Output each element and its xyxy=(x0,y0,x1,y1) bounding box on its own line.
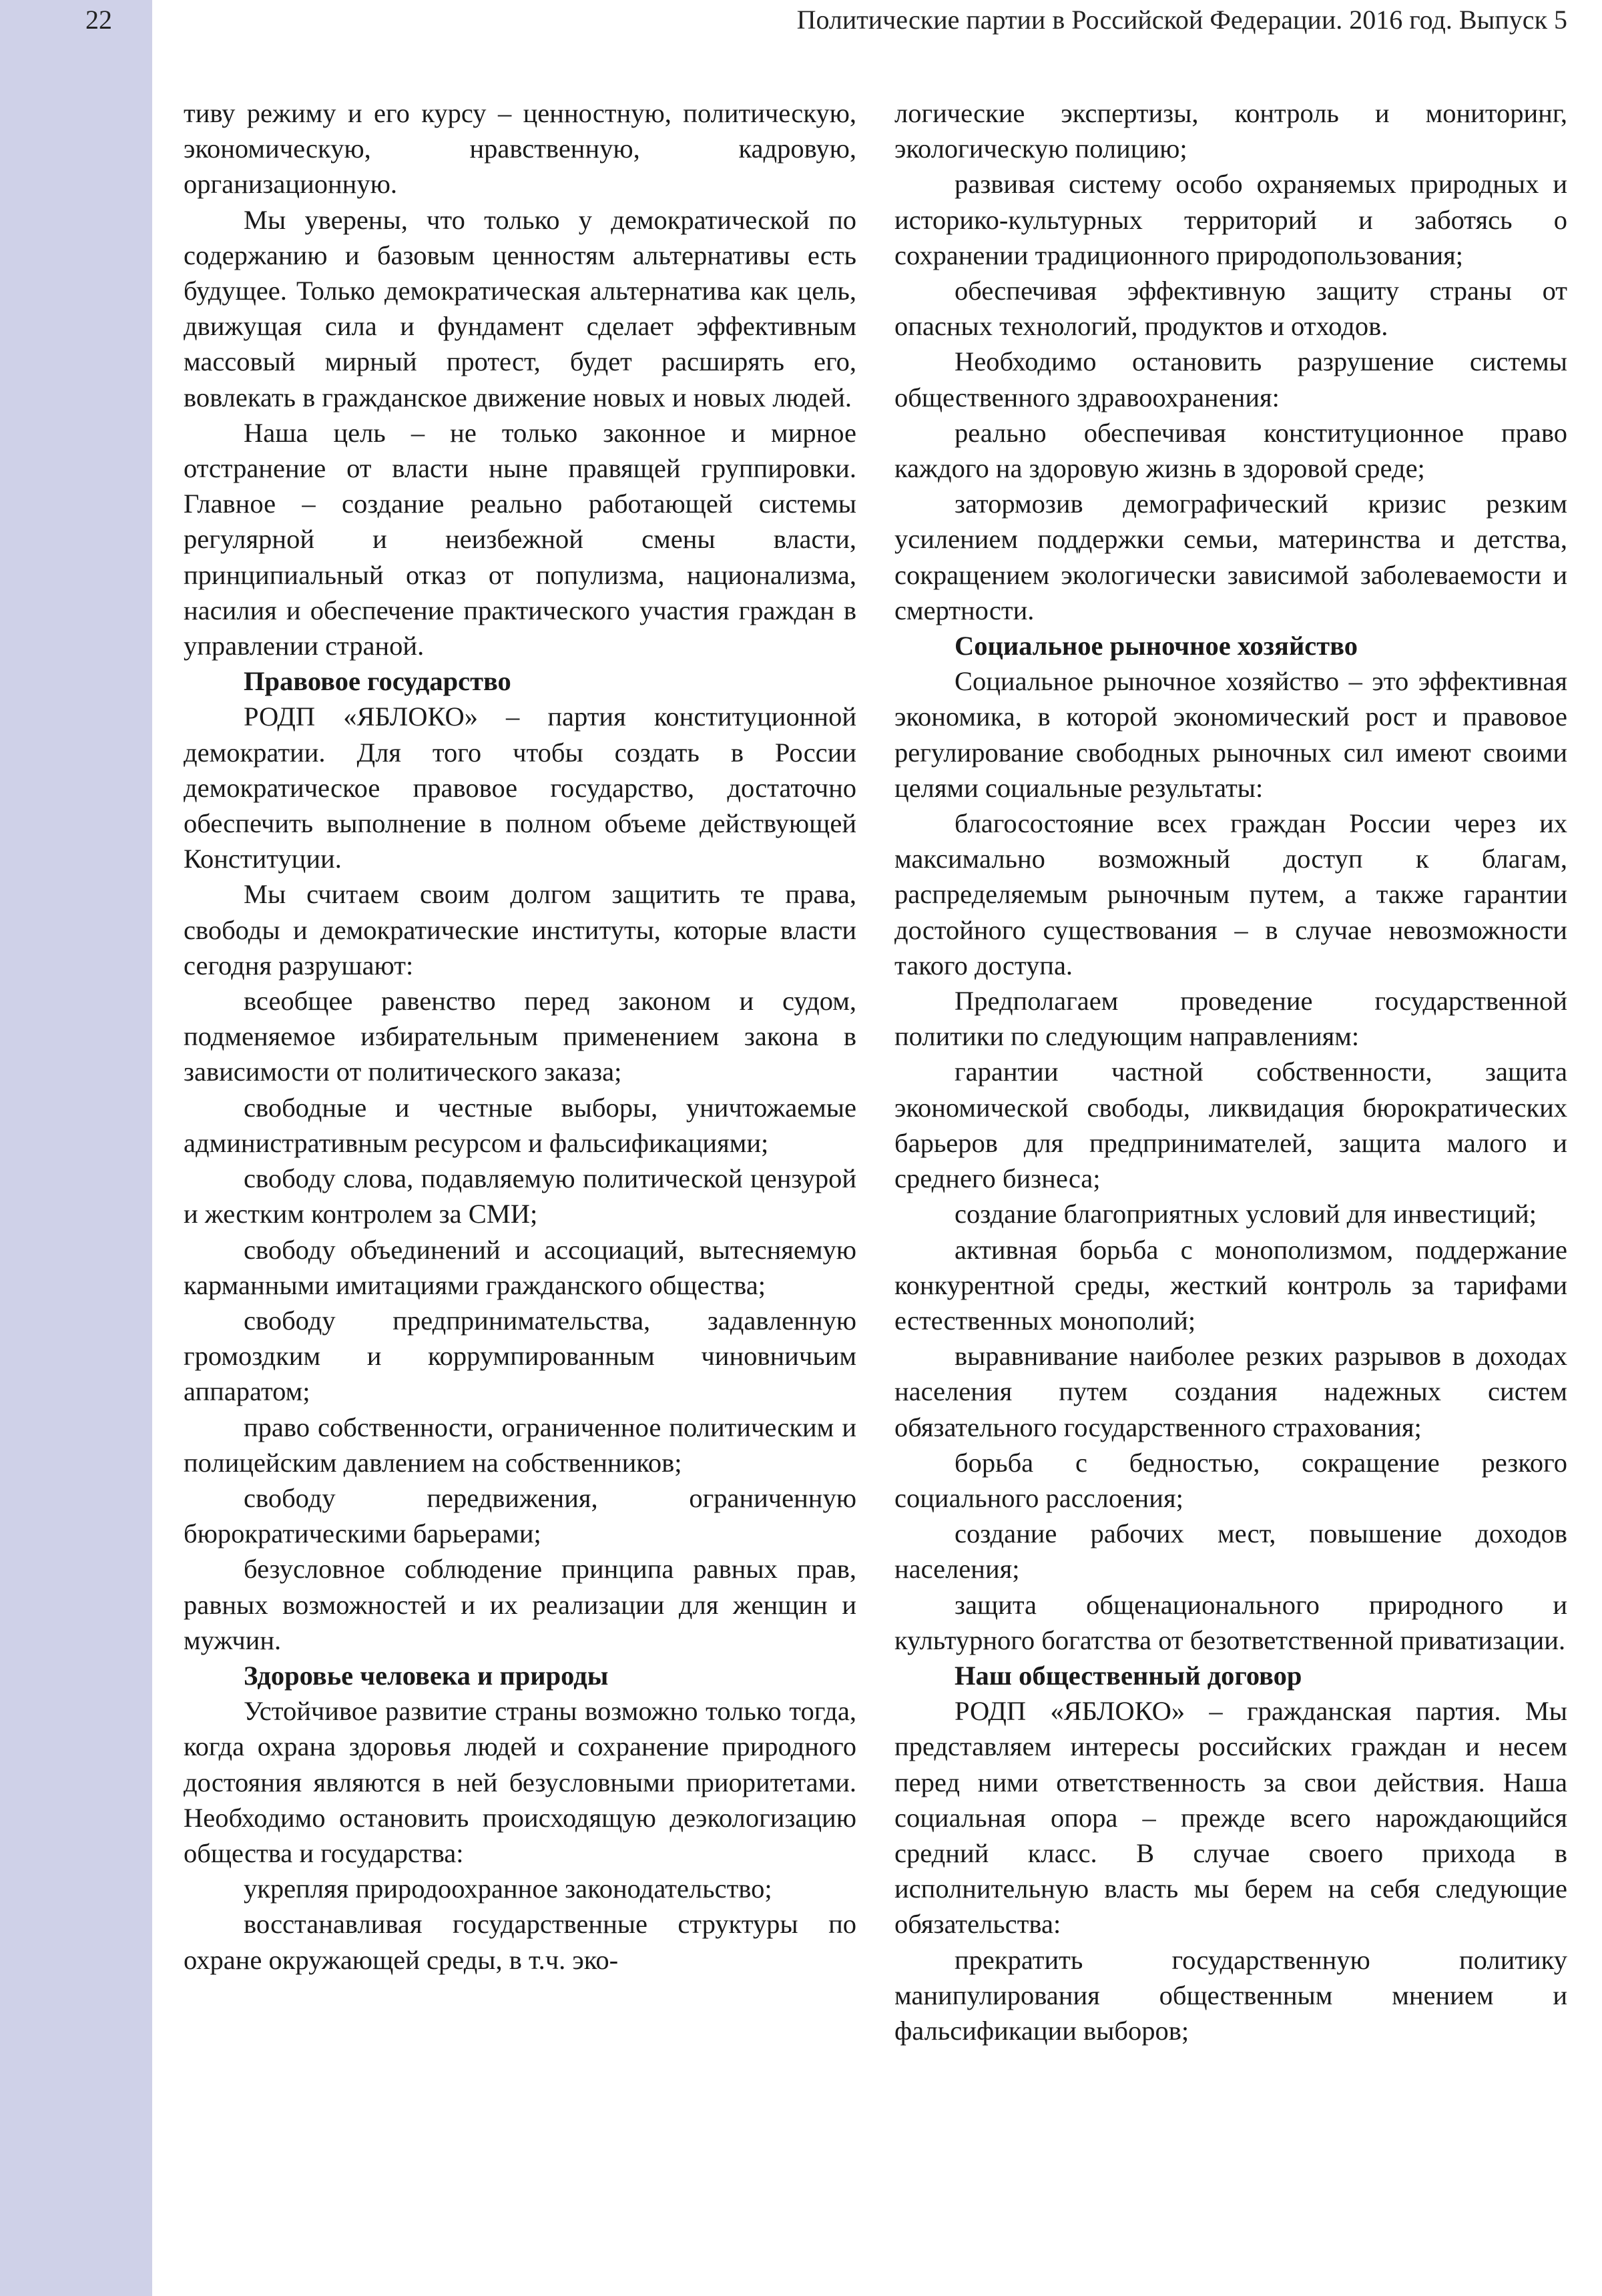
page-number: 22 xyxy=(85,5,112,35)
paragraph: Социальное рыночное хозяйство – это эффективная экономика, в которой экономический рост и правовое регулирование свободных рыночных сил имеют своими целями социальные результаты: xyxy=(894,666,1567,803)
list-paragraph: создание рабочих мест, повышение доходов населения; xyxy=(894,1518,1567,1585)
list-paragraph: прекратить государственную политику манипулирования общественным мнением и фальсификации выборов; xyxy=(894,1944,1567,2046)
list-paragraph: реально обеспечивая конституционное право каждого на здоровую жизнь в здоровой среде; xyxy=(894,417,1567,484)
page-side-strip xyxy=(0,0,152,2296)
paragraph: Устойчивое развитие страны возможно только тогда, когда охрана здоровья людей и сохранение природного достояния являются в ней безусловными приоритетами. Необходимо остановить происходящую деэкологизацию общества и государства: xyxy=(184,1696,856,1868)
paragraph: Предполагаем проведение государственной политики по следующим направлениям: xyxy=(894,986,1567,1052)
right-text-column xyxy=(894,95,1567,2048)
list-paragraph: выравнивание наиболее резких разрывов в доходах населения путем создания надежных систем обязательного государственного страхования; xyxy=(894,1341,1567,1442)
list-paragraph: благосостояние всех граждан России через их максимально возможный доступ к благам, распределяемым рыночным путем, а также гарантии достойного существования – в случае невозможности такого доступа. xyxy=(894,808,1567,980)
list-paragraph: свободу предпринимательства, задавленную громоздким и коррумпированным чиновничьим аппаратом; xyxy=(184,1305,856,1407)
paragraph: РОДП «ЯБЛОКО» – гражданская партия. Мы представляем интересы российских граждан и несем перед ними ответственность за свои действия. Наша социальная опора – прежде всего нарождающийся средний класс. В случае своего прихода в исполнительную власть мы берем на себя следующие обязательства: xyxy=(894,1696,1567,1940)
paragraph: РОДП «ЯБЛОКО» – партия конституционной демократии. Для того чтобы создать в России демократическое правовое государство, достаточно обеспечить выполнение в полном объеме действующей Конституции. xyxy=(184,701,856,874)
list-paragraph: защита общенационального природного и культурного богатства от безответственной приватизации. xyxy=(894,1589,1567,1655)
list-paragraph: укрепляя природоохранное законодательство; xyxy=(244,1874,772,1904)
list-paragraph: борьба с бедностью, сокращение резкого социального расслоения; xyxy=(894,1447,1567,1513)
left-text-column xyxy=(184,95,856,1978)
list-paragraph: свободу слова, подавляемую политической цензурой и жестким контролем за СМИ; xyxy=(184,1163,856,1229)
list-paragraph: создание благоприятных условий для инвестиций; xyxy=(955,1199,1537,1229)
section-heading: Правовое государство xyxy=(244,666,511,697)
list-paragraph: развивая систему особо охраняемых природных и историко-культурных территорий и заботясь о сохранении традиционного природопользования; xyxy=(894,169,1567,270)
paragraph: Наша цель – не только законное и мирное отстранение от власти ныне правящей группировки. Главное – создание реально работающей системы регулярной и неизбежной смены власти, принципиальный отказ от популизма, национализма, насилия и обеспечение практического участия граждан в управлении страной. xyxy=(184,417,856,661)
list-paragraph: свободу передвижения, ограниченную бюрократическими барьерами; xyxy=(184,1482,856,1549)
list-paragraph: свободу объединений и ассоциаций, вытесняемую карманными имитациями гражданского общества; xyxy=(184,1234,856,1300)
list-paragraph: обеспечивая эффективную защиту страны от опасных технологий, продуктов и отходов. xyxy=(894,276,1567,342)
list-paragraph: право собственности, ограниченное политическим и полицейским давлением на собственников; xyxy=(184,1412,856,1478)
paragraph: Мы уверены, что только у демократической по содержанию и базовым ценностям альтернативы есть будущее. Только демократическая альтернатива как цель, движущая сила и фундамент сделает эффективным массовый мирный протест, будет расширять его, вовлекать в гражданское движение новых и новых людей. xyxy=(184,204,856,412)
running-header-title: Политические партии в Российской Федерации. 2016 год. Выпуск 5 xyxy=(796,5,1567,35)
paragraph: Необходимо остановить разрушение системы общественного здравоохранения: xyxy=(894,346,1567,412)
section-heading: Социальное рыночное хозяйство xyxy=(955,631,1358,661)
section-heading: Наш общественный договор xyxy=(955,1660,1302,1691)
list-paragraph: затормозив демографический кризис резким усилением поддержки семьи, материнства и детства, сокращением экологически зависимой заболеваемости и смертности. xyxy=(894,489,1567,625)
paragraph: тиву режиму и его курсу – ценностную, политическую, экономическую, нравственную, кадровую, организационную. xyxy=(184,98,856,200)
list-paragraph: безусловное соблюдение принципа равных прав, равных возможностей и их реализации для женщин и мужчин. xyxy=(184,1554,856,1655)
paragraph: Мы считаем своим долгом защитить те права, свободы и демократические институты, которые власти сегодня разрушают: xyxy=(184,879,856,980)
list-paragraph: всеобщее равенство перед законом и судом, подменяемое избирательным применением закона в зависимости от политического заказа; xyxy=(184,986,856,1087)
list-paragraph: гарантии частной собственности, защита экономической свободы, ликвидация бюрократических барьеров для предпринимателей, защита малого и среднего бизнеса; xyxy=(894,1057,1567,1194)
list-paragraph: свободные и честные выборы, уничтожаемые административным ресурсом и фальсификациями; xyxy=(184,1092,856,1158)
list-paragraph: восстанавливая государственные структуры по охране окружающей среды, в т.ч. эко- xyxy=(184,1909,856,1975)
paragraph: логические экспертизы, контроль и мониторинг, экологическую полицию; xyxy=(894,98,1567,164)
list-paragraph: активная борьба с монополизмом, поддержание конкурентной среды, жесткий контроль за тарифами естественных монополий; xyxy=(894,1234,1567,1336)
section-heading: Здоровье человека и природы xyxy=(244,1660,609,1691)
